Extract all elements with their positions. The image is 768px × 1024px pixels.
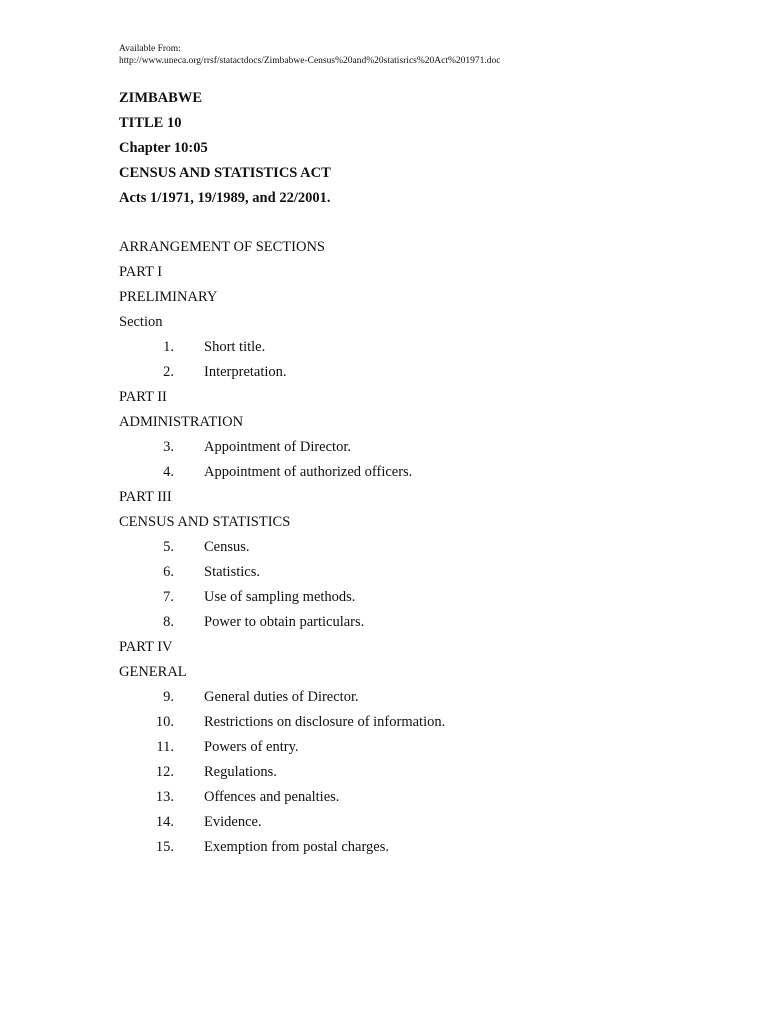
toc-entry [119, 587, 719, 612]
toc-entry [119, 812, 719, 837]
section-number: 1. [163, 339, 174, 355]
section-title: Short title. [204, 339, 266, 355]
section-title: Census. [204, 539, 250, 555]
source-url: http://www.uneca.org/rrsf/statactdocs/Zimbabwe-Census%20and%20statisrics%20Act%201971.doc [119, 55, 501, 66]
toc-entry [119, 537, 719, 562]
toc-entry [119, 612, 719, 637]
toc-entry [119, 362, 719, 387]
section-number: 6. [163, 564, 174, 580]
toc-entry [119, 562, 719, 587]
section-title: Power to obtain particulars. [204, 614, 365, 630]
section-title: General duties of Director. [204, 689, 359, 705]
section-number: 14. [155, 814, 174, 830]
section-title: Statistics. [204, 564, 260, 580]
section-title: Appointment of authorized officers. [204, 464, 413, 480]
section-title: Use of sampling methods. [204, 589, 356, 605]
acts-list-heading: Acts 1/1971, 19/1989, and 22/2001. [119, 190, 331, 206]
part-name: PRELIMINARY [119, 289, 218, 305]
section-number: 15. [155, 839, 174, 855]
section-title: Appointment of Director. [204, 439, 351, 455]
source-note [119, 44, 501, 67]
toc-title: ARRANGEMENT OF SECTIONS [119, 239, 325, 255]
country-heading: ZIMBABWE [119, 90, 202, 106]
section-number: 9. [163, 689, 174, 705]
section-number: 11. [156, 739, 174, 755]
toc-entry [119, 462, 719, 487]
source-label: Available From: [119, 44, 181, 54]
part-label: PART II [119, 389, 167, 405]
act-heading [119, 88, 331, 213]
section-number: 2. [163, 364, 174, 380]
section-title: Restrictions on disclosure of information. [204, 714, 446, 730]
section-title: Offences and penalties. [204, 789, 340, 805]
toc-entry [119, 837, 719, 862]
section-number: 3. [163, 439, 174, 455]
toc-entry [119, 787, 719, 812]
toc-entry [119, 437, 719, 462]
part-name: CENSUS AND STATISTICS [119, 514, 291, 530]
toc-entry [119, 712, 719, 737]
section-number: 5. [163, 539, 174, 555]
part-name: GENERAL [119, 664, 187, 680]
section-title: Interpretation. [204, 364, 287, 380]
part-label: PART III [119, 489, 172, 505]
section-number: 7. [163, 589, 174, 605]
section-number: 4. [163, 464, 174, 480]
arrangement-of-sections [119, 237, 719, 862]
toc-entry [119, 737, 719, 762]
section-number: 13. [155, 789, 174, 805]
section-title: Evidence. [204, 814, 262, 830]
section-title: Regulations. [204, 764, 277, 780]
title-heading: TITLE 10 [119, 115, 182, 131]
chapter-heading: Chapter 10:05 [119, 140, 208, 156]
part-label: PART IV [119, 639, 173, 655]
section-number: 12. [155, 764, 174, 780]
section-column-label: Section [119, 314, 163, 330]
toc-entry [119, 762, 719, 787]
part-name: ADMINISTRATION [119, 414, 244, 430]
section-title: Exemption from postal charges. [204, 839, 389, 855]
part-label: PART I [119, 264, 163, 280]
act-name-heading: CENSUS AND STATISTICS ACT [119, 165, 331, 181]
toc-entry [119, 337, 719, 362]
section-title: Powers of entry. [204, 739, 299, 755]
toc-entry [119, 687, 719, 712]
section-number: 8. [163, 614, 174, 630]
section-number: 10. [155, 714, 174, 730]
